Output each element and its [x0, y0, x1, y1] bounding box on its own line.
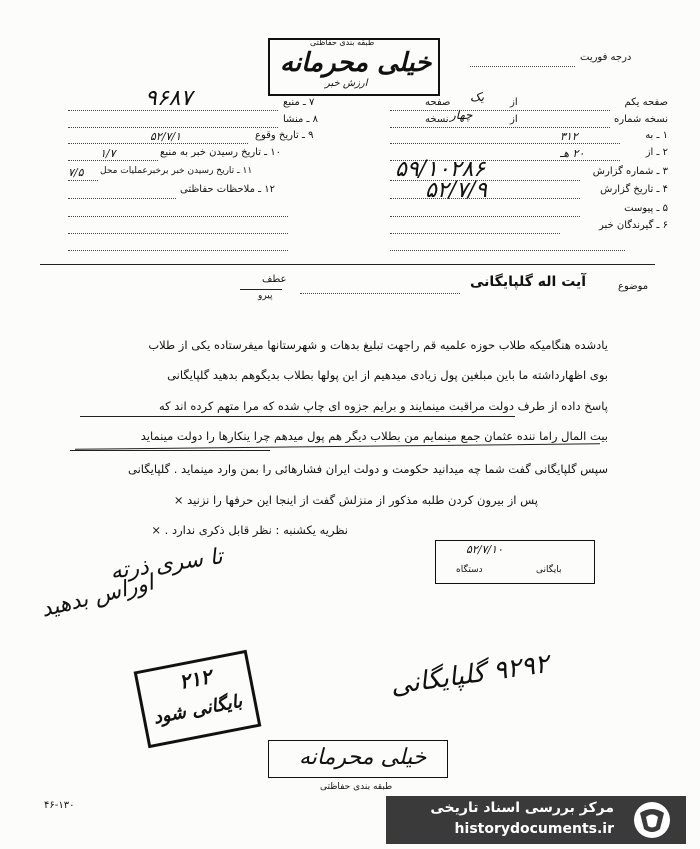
stamp-sub-top: طبقه بندی حفاظتی [310, 38, 375, 47]
registry-unit: دستگاه [456, 565, 483, 575]
field-label: ۱۱ ـ تاریخ رسیدن خبر برخبرعملیات محل [100, 166, 253, 176]
field-value: ۲۰ هـ [560, 147, 585, 160]
field-value: یک [470, 90, 485, 104]
body-line: پاسخ داده از طرف دولت مراقبت مینمایند و برایم جزوه ای چاپ شده که مرا متهم کرده اند که [158, 399, 608, 413]
field-label: ۴ ـ تاریخ گزارش [600, 184, 668, 195]
stamp-main-text: خیلی محرمانه [299, 745, 427, 770]
logo-url: historydocuments.ir [454, 821, 614, 837]
field-label: ۵ ـ پیوست [624, 203, 668, 214]
separator-line [40, 264, 655, 265]
archive-box-stamp [134, 650, 262, 749]
report-number-value: ۵۹/۱۰۲۸۶ [395, 157, 486, 182]
field-label: ۶ ـ گیرندگان خبر [598, 220, 668, 231]
field-label: ۱۰ ـ تاریخ رسیدن خبر به منبع [160, 147, 282, 158]
archive-logo-icon [626, 799, 678, 841]
atf-label: عطف [262, 274, 287, 285]
registry-stamp [435, 540, 595, 584]
registry-archive: بایگانی [536, 565, 562, 575]
source-value: ۹۶۸۷ [145, 86, 193, 111]
field-value: ۱/۷ [100, 147, 116, 160]
field-label: از [510, 97, 518, 108]
watermark-banner [386, 796, 686, 844]
classification-stamp-top [268, 38, 440, 96]
subject-label: موضوع [618, 281, 649, 292]
body-line: بوی اظهارداشته ما باین مبلغین پول زیادی میدهیم از این پولها بطلاب بدیگوهم بدهید گلپایگانی [167, 368, 608, 382]
priority-label: درجه فوریت [580, 52, 632, 63]
field-label: ۹ ـ تاریخ وقوع [255, 130, 314, 141]
body-line: نظریه یکشنبه : نظر قابل ذکری ندارد . × [151, 523, 348, 537]
footer-code: ۴۶-۱۳۰ [44, 800, 75, 811]
field-label: ۱۲ ـ ملاحظات حفاظتی [180, 184, 275, 195]
stamp-sub-bottom: ارزش خبر [325, 78, 368, 89]
stamp-main-text: خیلی محرمانه [280, 48, 432, 78]
classification-stamp-bottom [268, 740, 448, 778]
field-label: ۸ ـ منشا [283, 114, 319, 125]
report-date-value: ۵۲/۷/۹ [425, 178, 488, 203]
logo-title: مرکز بررسی اسناد تاریخی [430, 800, 614, 816]
field-label: ۷ ـ منبع [283, 97, 315, 108]
peyro-label: پیرو [258, 291, 273, 301]
underline [70, 450, 270, 451]
hand-number: ۹۲۹۲ گلپایگانی [388, 649, 551, 701]
field-value: چهار [450, 108, 473, 122]
bottom-stamp-sub: طبقه بندی حفاظتی [320, 782, 393, 792]
archive-number: ۲۱۲ [177, 664, 214, 694]
field-value: ۳۱۲ [560, 130, 578, 143]
subject-value: آیت اله گلپایگانی [470, 274, 587, 290]
field-label: ۲ ـ از [645, 147, 668, 158]
field-label: از [510, 114, 518, 125]
body-line: یادشده هنگامیکه طلاب حوزه علمیه قم راجهت تبلیغ بدهات و شهرستانها میفرستاده یکی از طلاب [148, 338, 608, 352]
body-line: پس از بیرون کردن طلبه مذکور از منزلش گفت از اینجا این حرفها را نزنید × [173, 493, 538, 507]
underline [75, 443, 600, 449]
field-label: ۱ ـ به [645, 130, 668, 141]
body-line: بیت المال راما ننده عثمان جمع مینمایم من بطلاب دیگر هم پول میدهم چرا ینکارها را دولت مینماید [140, 429, 608, 443]
archive-instruction: بایگانی شود [151, 690, 244, 729]
field-label: ۳ ـ شماره گزارش [592, 166, 668, 177]
field-value: ۷/۵ [68, 166, 84, 179]
underline [80, 416, 515, 417]
field-label: نسخه شماره [614, 114, 668, 125]
field-label: نسخه [425, 114, 449, 125]
registry-date: ۵۲/۷/۱۰ [466, 543, 503, 556]
field-value: ۵۲/۷/۱ [150, 130, 182, 143]
body-line: سپس گلپایگانی گفت شما چه میدانید حکومت و دولت ایران فشارهائی را بمن وارد مینماید . گلپایگانی [127, 462, 608, 476]
hand-note: اوراس بدهید [38, 570, 157, 623]
field-label: صفحه یکم [624, 97, 668, 108]
field-label: صفحه [425, 97, 451, 108]
hand-note: تا سری ذرته [108, 544, 225, 585]
